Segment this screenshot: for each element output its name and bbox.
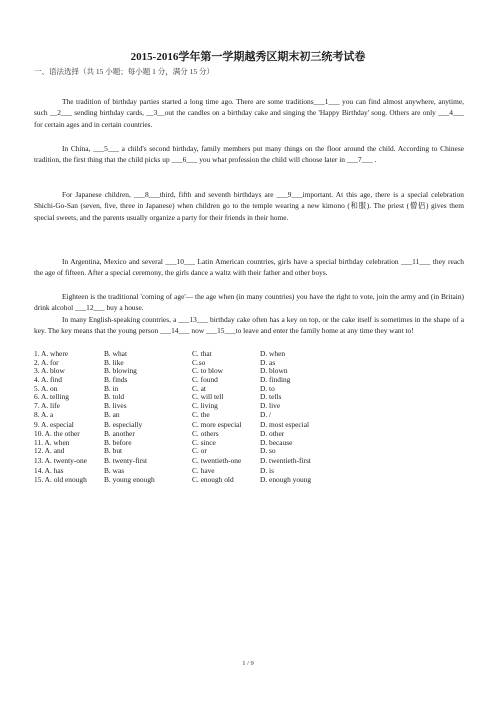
- paragraph-japan: For Japanese children, ___8___third, fifth and seventh birthdays are ___9___important. At this age, there is a special celebration Shichi-Go-San (seven, five, three in Japanese) when children go to the temple wearing a new kimono (和服). The priest (僧侣) gives them special sweets, and the parents usually organize a party for their friends in their home.: [34, 190, 464, 222]
- page-number: 1 / 9: [242, 660, 254, 667]
- option-row: 4. A. find B. finds C. found D. finding: [34, 375, 291, 385]
- option-row: 5. A. on B. in C. at D. to: [34, 383, 275, 393]
- option-row: 8. A. a B. an C. the D. /: [34, 409, 272, 419]
- option-row: 14. A. has B. was C. have D. is: [34, 465, 274, 475]
- option-row: 6. A. telling B. told C. will tell D. tells: [34, 392, 282, 402]
- option-row: 10. A. the other B. another C. others D. other: [34, 429, 285, 438]
- paragraph-latin-america: In Argentina, Mexico and several ___10___ Latin American countries, girls have a special birthday celebration ___11___ they reach the age of fifteen. After a special ceremony, the girls dance a waltz with their father and other boys.: [34, 257, 464, 278]
- option-row: 7. A. life B. lives C. living D. live: [34, 401, 281, 411]
- option-row: 9. A. especial B. especially C. more especial D. most especial: [34, 419, 310, 429]
- paragraph-english-countries: In many English-speaking countries, a ___13___ birthday cake often has a key on top, or the cake itself is sometimes in the shape of a key. The key means that the young person ___14___ now ___15___to leave and enter the family home at any time they want to!: [34, 315, 464, 336]
- option-row: 11. A. when B. before C. since D. because: [34, 437, 293, 447]
- answer-options: [34, 350, 474, 486]
- section-heading: 一、语法选择（共 15 小题；每小题 1 分，满分 15 分）: [34, 67, 214, 76]
- option-row: 13. A. twenty-one B. twenty-first C. twentieth-one D. twentieth-first: [34, 456, 311, 466]
- paragraph-intro: The tradition of birthday parties started a long time ago. There are some traditions___1___ you can find almost anywhere, anytime, such __2___ sending birthday cards, __3__out the candles on a birthday cake and singing the 'Happy Birthday' song. Others are only ___4___ for certain ages and in certain countries.: [34, 97, 464, 129]
- option-row: 3. A. blow B. blowing C. to blow D. blown: [34, 366, 288, 376]
- paragraph-china: In China, ___5___ a child's second birthday, family members put many things on the floor around the child. According to Chinese tradition, the first thing that the child picks up ___6___ you what profession the child will choose later in ___7___ .: [34, 144, 464, 165]
- paragraph-coming-of-age: Eighteen is the traditional 'coming of age'— the age when (in many countries) you have the right to vote, join the army and (in Britain) drink alcohol ___12___ buy a house.: [34, 292, 464, 313]
- option-row: 15. A. old enough B. young enough C. enough old D. enough young: [34, 475, 312, 485]
- option-row: 2. A. for B. like C.so D. as: [34, 357, 276, 367]
- page-title: 2015-2016学年第一学期越秀区期末初三统考试卷: [130, 51, 366, 63]
- option-row: 12. A. and B. but C. or D. so: [34, 446, 276, 456]
- option-row: 1. A. where B. what C. that D. when: [34, 349, 286, 358]
